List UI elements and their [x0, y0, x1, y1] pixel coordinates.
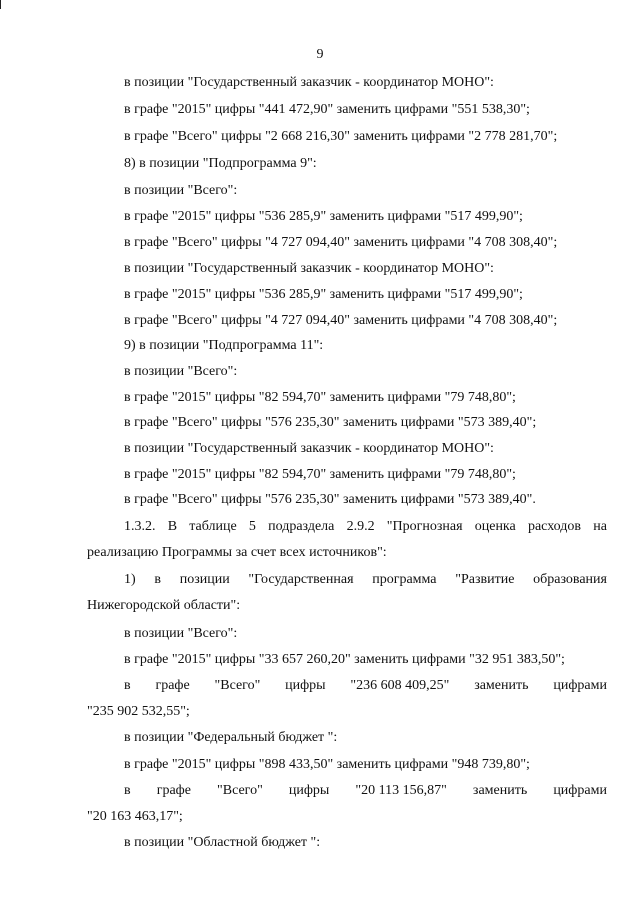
- text-line: в графе "2015" цифры "536 285,9" заменить цифрами "517 499,90";: [124, 209, 523, 224]
- page-number: 9: [316, 47, 324, 62]
- text-line: в графе "Всего" цифры "4 727 094,40" заменить цифрами "4 708 308,40";: [124, 313, 558, 328]
- word: 5: [248, 519, 256, 534]
- text-line: "20 163 463,17";: [87, 809, 183, 824]
- word: 1): [124, 572, 136, 587]
- word: заменить: [474, 678, 529, 693]
- word: программа: [372, 572, 437, 587]
- text-line: в графе "2015" цифры "536 285,9" заменить цифрами "517 499,90";: [124, 287, 523, 302]
- text-line: в графе "Всего" цифры "4 727 094,40" заменить цифрами "4 708 308,40";: [124, 235, 558, 250]
- text-line: в позиции "Областной бюджет ":: [124, 835, 321, 850]
- text-line: в графе "2015" цифры "898 433,50" заменить цифрами "948 739,80";: [124, 757, 530, 772]
- text-line: 8) в позиции "Подпрограмма 9":: [124, 156, 317, 171]
- word: цифрами: [553, 783, 607, 798]
- word: оценка: [474, 519, 516, 534]
- word: на: [593, 519, 607, 534]
- word: в: [124, 783, 131, 798]
- text-line: в графе "2015" цифры "82 594,70" заменить цифрами "79 748,80";: [124, 467, 516, 482]
- word: "236 608 409,25": [350, 678, 450, 693]
- word: цифры: [288, 783, 330, 798]
- word: В: [167, 519, 178, 534]
- text-line: 9) в позиции "Подпрограмма 11":: [124, 338, 324, 353]
- text-line: в позиции "Федеральный бюджет ":: [124, 730, 338, 745]
- word: "Всего": [217, 783, 263, 798]
- text-line: в позиции "Государственный заказчик - координатор МОНО":: [124, 441, 494, 456]
- word: цифры: [285, 678, 326, 693]
- word: 2.9.2: [346, 519, 375, 534]
- word: "Прогнозная: [386, 519, 463, 534]
- justified-line-1-3-2: [124, 518, 607, 536]
- text-line: в графе "Всего" цифры "576 235,30" заменить цифрами "573 389,40".: [124, 492, 536, 507]
- text-line: в позиции "Всего":: [124, 364, 238, 379]
- word: "Всего": [214, 678, 261, 693]
- text-line: в позиции "Всего":: [124, 626, 238, 641]
- text-line: в графе "Всего" цифры "576 235,30" заменить цифрами "573 389,40";: [124, 415, 537, 430]
- justified-line-vsego-federal: [124, 782, 607, 800]
- word: заменить: [472, 783, 528, 798]
- corner-mark: [0, 0, 1, 9]
- word: "Государственная: [248, 572, 354, 587]
- word: позиции: [179, 572, 230, 587]
- text-line: в позиции "Государственный заказчик - координатор МОНО":: [124, 75, 494, 90]
- text-line: в графе "2015" цифры "33 657 260,20" заменить цифрами "32 951 383,50";: [124, 652, 565, 667]
- word: образования: [533, 572, 607, 587]
- text-line: в позиции "Государственный заказчик - координатор МОНО":: [124, 261, 494, 276]
- justified-line-item-1: [124, 571, 607, 589]
- text-line: в позиции "Всего":: [124, 183, 238, 198]
- justified-line-vsego-total: [124, 677, 607, 695]
- text-line: в графе "2015" цифры "441 472,90" заменить цифрами "551 538,30";: [124, 102, 530, 117]
- word: графе: [155, 678, 190, 693]
- word: таблице: [189, 519, 237, 534]
- word: "20 113 156,87": [355, 783, 447, 798]
- word: "Развитие: [455, 572, 515, 587]
- text-line: "235 902 532,55";: [87, 704, 190, 719]
- word: в: [124, 678, 131, 693]
- text-line: в графе "2015" цифры "82 594,70" заменить цифрами "79 748,80";: [124, 390, 516, 405]
- word: графе: [156, 783, 191, 798]
- word: цифрами: [553, 678, 607, 693]
- word: в: [154, 572, 161, 587]
- word: подраздела: [268, 519, 335, 534]
- text-line: в графе "Всего" цифры "2 668 216,30" заменить цифрами "2 778 281,70";: [124, 129, 558, 144]
- word: расходов: [527, 519, 581, 534]
- text-line: Нижегородской области":: [87, 598, 241, 613]
- text-line: реализацию Программы за счет всех источников":: [87, 545, 387, 560]
- word: 1.3.2.: [124, 519, 156, 534]
